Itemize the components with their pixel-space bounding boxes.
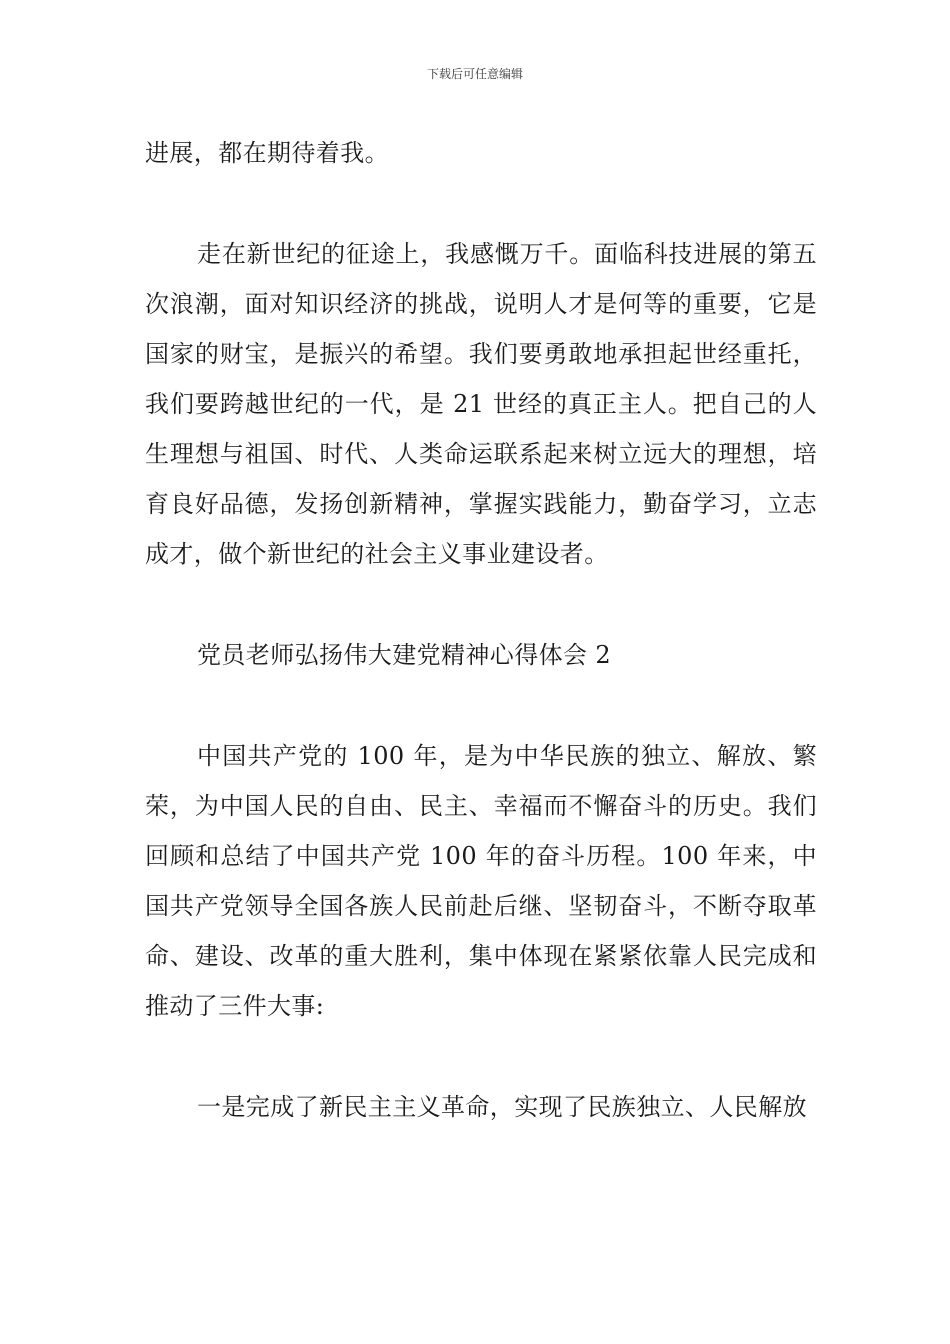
paragraph-new-century: 走在新世纪的征途上，我感慨万千。面临科技进展的第五次浪潮，面对知识经济的挑战，说明人才是何等的重要，它是国家的财宝，是振兴的希望。我们要勇敢地承担起世经重托，我们要跨越世纪的一代，是 21 世经的真正主人。把自己的人生理想与祖国、时代、人类命运联系起来树立远大的理想，培育良好品德，发扬创新精神，掌握实践能力，勤奋学习，立志成才，做个新世纪的社会主义事业建设者。 bbox=[145, 240, 817, 568]
section-heading: 党员老师弘扬伟大建党精神心得体会 2 bbox=[197, 641, 612, 669]
document-body bbox=[145, 128, 817, 1132]
paragraph-gap bbox=[145, 680, 817, 731]
page-header: 下载后可任意编辑 bbox=[426, 67, 523, 81]
paragraph-gap bbox=[145, 579, 817, 630]
paragraph-party-history: 中国共产党的 100 年，是为中华民族的独立、解放、繁荣，为中国人民的自由、民主、幸福而不懈奋斗的历史。我们回顾和总结了中国共产党 100 年的奋斗历程。100 年来，中国共产党领导全国各族人民前赴后继、坚韧奋斗，不断夺取革命、建设、改革的重大胜利，集中体现在紧紧依靠人民完成和推动了三件大事: bbox=[145, 742, 817, 1020]
paragraph-gap bbox=[145, 178, 817, 229]
paragraph-gap bbox=[145, 1031, 817, 1082]
paragraph-first-event: 一是完成了新民主主义革命，实现了民族独立、人民解放 bbox=[197, 1093, 807, 1121]
paragraph-continuation: 进展，都在期待着我。 bbox=[145, 139, 389, 167]
